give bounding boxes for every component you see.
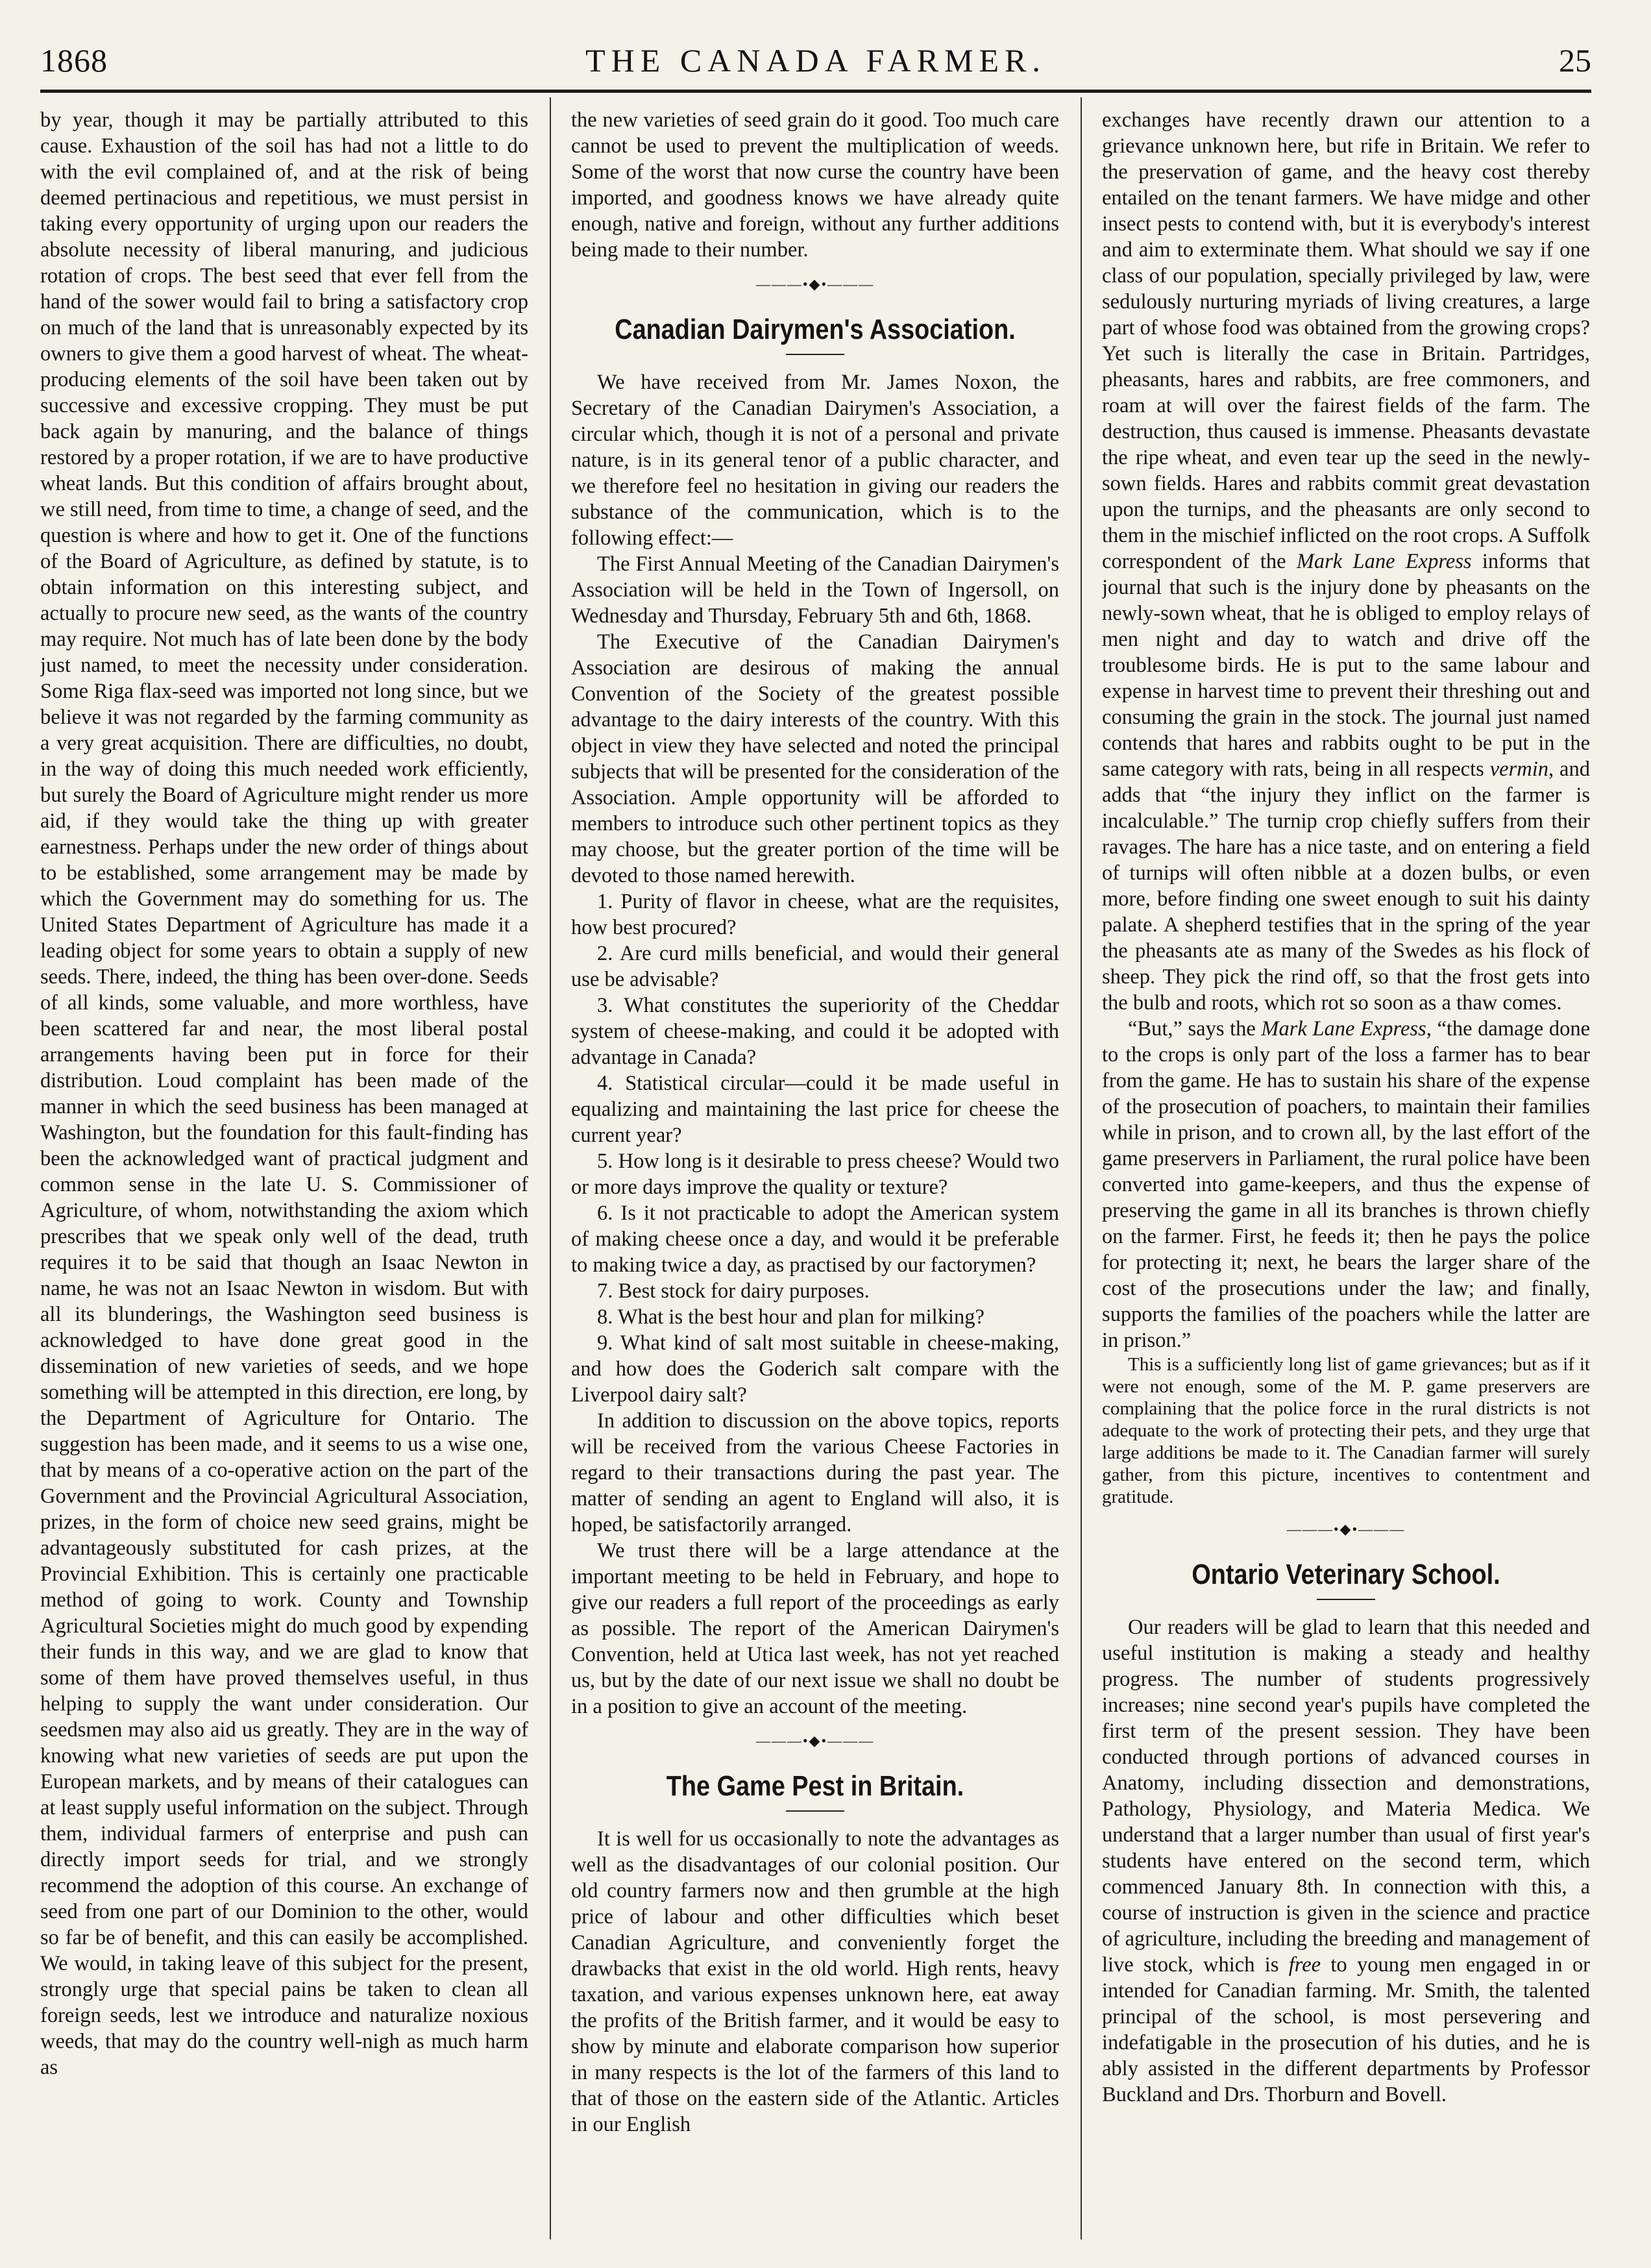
dairy-question: 9. What kind of salt most suitable in cheese-making, and how does the Goderich salt compare with the Liverpool dairy salt? [571,1331,1059,1407]
dairy-question: 3. What constitutes the superiority of the Cheddar system of cheese-making, and could it be adopted with advantage in Canada? [571,994,1059,1069]
dairy-heading: Canadian Dairymen's Association. [615,314,1016,345]
game-quote [1102,1016,1590,1353]
dairy-paragraph: The First Annual Meeting of the Canadian Dairymen's Association will be held in the Town of Ingersoll, on Wednesday and Thursday, February 5th and 6th, 1868. [571,552,1059,628]
text-run: “But,” says the [1128,1017,1262,1041]
emphasis-word: free [1288,1953,1321,1977]
dairy-question: 2. Are curd mills beneficial, and would their general use be advisable? [571,942,1059,991]
emphasis-word: vermin [1489,758,1548,781]
heading-rule [786,354,844,355]
dairy-question: 8. What is the best hour and plan for milking? [597,1305,984,1329]
game-heading: The Game Pest in Britain. [666,1770,964,1802]
vet-paragraph [1102,1614,1590,2108]
dairy-paragraph: The Executive of the Canadian Dairymen's Association are desirous of making the annual Convention of the Society of the greatest possible advantage to the dairy interests of the country. With this object in view they have selected and noted the principal subjects that will be presented for the consideration of the Association. Ample opportunity will be afforded to members to introduce such other pertinent topics as they may choose, but the greater portion of the time will be devoted to those named herewith. [571,630,1059,887]
text-run: to young men engaged in or intended for Canadian farming. Mr. Smith, the talented principal of the school, is most persevering and indefatigable in the prosecution of his duties, and he is ably assisted in the different departments by Professor Buckland and Drs. Thorburn and Bovell. [1102,1953,1590,2106]
text-run: exchanges have recently drawn our attention to a grievance unknown here, but rife in Britain. We refer to the preservation of game, and the heavy cost thereby entailed on the tenant farmers. We have midge and other insect pests to contend with, but it is everybody's interest and aim to exterminate them. What should we say if one class of our population, specially privileged by law, were sedulously nurturing myriads of living creatures, a large part of whose food was obtained from the growing crops? Yet such is literally the case in Britain. Partridges, pheasants, hares and rabbits, are free commoners, and roam at will over the fairest fields of the farm. The destruction, thus caused is immense. Pheasants devastate the ripe wheat, and even tear up the seed in the newly-sown fields. Hares and rabbits commit great devastation upon the turnips, and the pheasants are only second to them in the mischief inflicted on the root crops. A Suffolk correspondent of the [1102,108,1590,573]
dairy-question: 5. How long is it desirable to press cheese? Would two or more days improve the quality or texture? [571,1150,1059,1199]
heading-rule [1317,1599,1375,1600]
column-rule-2 [1081,97,1082,2239]
text-run: , “the damage done to the crops is only part of the loss a farmer has to bear from the game. He has to sustain his share of the expense of the prosecution of poachers, to maintain their families while in prison, and to crown all, by the last effort of the game preservers in Parliament, the rural police have been converted into game-keepers, and thus the expense of preserving the game in all its branches is thrown chiefly on the farmer. First, he feeds it; then he pays the police for protecting it; next, he bears the larger share of the cost of the prosecutions under the law; and finally, supports the families of the poachers while the latter are in prison.” [1102,1017,1590,1352]
publication-name: Mark Lane Express [1296,550,1472,573]
heading-rule [786,1810,844,1812]
dairy-paragraph: We trust there will be a large attendance at the important meeting to be held in February, and hope to give our readers a full report of the proceedings as early as possible. The report of the American Dairymen's Convention, held at Utica last week, has not yet reached us, but by the date of our next issue we shall no doubt be in a position to give an account of the meeting. [571,1539,1059,1718]
seed-article-text: by year, though it may be partially attributed to this cause. Exhaustion of the soil has had not a little to do with the evil complained of, and at the risk of being deemed pertinacious and repetitious, we must persist in taking every opportunity of urging upon our readers the absolute necessity of liberal manuring, and judicious rotation of crops. The best seed that ever fell from the hand of the sower would fail to bring a satisfactory crop on much of the land that is unreasonably expected by its owners to give them a good harvest of wheat. The wheat-producing elements of the soil have been taken out by successive and excessive cropping. They must be put back again by manuring, and the balance of things restored by a proper rotation, if we are to have productive wheat lands. But this condition of affairs brought about, we still need, from time to time, a change of seed, and the question is where and how to get it. One of the functions of the Board of Agriculture, as defined by statute, is to obtain information on this interesting subject, and actually to procure new seed, as the wants of the country may require. Not much has of late been done by the body just named, to meet the necessity under consideration. Some Riga flax-seed was imported not long since, but we believe it was not regarded by the farming community as a very great acquisition. There are difficulties, no doubt, in the way of doing this much needed work efficiently, but surely the Board of Agriculture might render us more aid, if they would take the thing up with greater earnestness. Perhaps under the new order of things about to be established, some arrangement may be made by which the Government may do something for us. The United States Department of Agriculture has made it a leading object for some years to obtain a supply of new seeds. There, indeed, the thing has been over-done. Seeds of all kinds, some valuable, and more worthless, have been scattered far and near, the most liberal postal arrangements having been put in force for their distribution. Loud complaint has been made of the manner in which the seed business has been managed at Washington, but the foundation for this fault-finding has been the acknowledged want of practical judgment and common sense in the late U. S. Commissioner of Agriculture, of whom, notwithstanding the axiom which prescribes that we speak only well of the dead, truth requires it to be said that though an Isaac Newton in name, he was not an Isaac Newton in wisdom. But with all its blunderings, the Washington seed business is acknowledged to have done great good in the dissemination of new varieties of seeds, and we hope something will be attempted in this direction, ere long, by the Department of Agriculture for Ontario. The suggestion has been made, and it seems to us a wise one, that by means of a co-operative action on the part of the Government and the Provincial Agricultural Association, prizes, in the form of choice new seed grains, might be advantageously substituted for cash prizes, at the Provincial Exhibition. This is certainly one practicable method of going to work. County and Township Agricultural Societies might do much good by expending their funds in this way, and we are glad to know that some of them have proved themselves useful, in thus helping to supply the want under consideration. Our seedsmen may also aid us greatly. They are in the way of knowing what new varieties of seeds are put upon the European markets, and by means of their catalogues can at least supply useful information on the subject. Through them, individual farmers of enterprise and push can directly import seeds for trial, and we strongly recommend the adoption of this course. An exchange of seed from one part of our Dominion to the other, would so far be of benefit, and this can easily be accomplished. We would, in taking leave of this subject for the present, strongly urge that special pains be taken to clean all foreign seeds, lest we introduce and naturalize noxious weeds, that may do the country well-nigh as much harm as [40,108,528,2079]
column-1 [40,107,528,2243]
dairy-paragraph: In addition to discussion on the above topics, reports will be received from the various Cheese Factories in regard to their transactions during the past year. The matter of sending an agent to England will also, it is hoped, be satisfactorily arranged. [571,1409,1059,1536]
page-number: 25 [1559,42,1591,79]
masthead-rule [40,90,1591,93]
dairy-question: 1. Purity of flavor in cheese, what are the requisites, how best procured? [571,890,1059,939]
publication-name: Mark Lane Express [1261,1017,1426,1041]
section-ornament: ———•◆•——— [755,1732,875,1749]
text-run: Our readers will be glad to learn that this needed and useful institution is making a steady and healthy progress. The number of students progressively increases; nine second year's pupils have completed the first term of the present session. They have been conducted through portions of advanced courses in Anatomy, including dissection and demonstrations, Pathology, Physiology, and Materia Medica. We understand that a larger number than usual of first year's students have entered on the second term, which commenced January 8th. In connection with this, a course of instruction is given in the science and practice of agriculture, including the breeding and management of live stock, which is [1102,1616,1590,1977]
dairy-paragraph: We have received from Mr. James Noxon, the Secretary of the Canadian Dairymen's Association, a circular which, though it is not of a personal and private nature, is in its general tenor of a public character, and we therefore feel no hesitation in giving our readers the substance of the communication, which is to the following effect:— [571,371,1059,550]
dairy-question: 4. Statistical circular—could it be made useful in equalizing and maintaining the last price for cheese the current year? [571,1072,1059,1147]
column-3 [1102,107,1590,2243]
column-rule-1 [550,97,551,2239]
masthead-title: THE CANADA FARMER. [585,42,1046,79]
vet-heading: Ontario Veterinary School. [1192,1559,1500,1590]
masthead-year: 1868 [40,42,108,79]
dairy-question: 6. Is it not practicable to adopt the American system of making cheese once a day, and would it be preferable to making twice a day, as practised by our factorymen? [571,1202,1059,1277]
seed-article-continuation: the new varieties of seed grain do it good. Too much care cannot be used to prevent the multiplication of weeds. Some of the worst that now curse the country have been imported, and goodness knows we have already quite enough, native and foreign, without any further additions being made to their number. [571,108,1059,262]
masthead [40,38,1591,83]
dairy-question: 7. Best stock for dairy purposes. [597,1279,870,1303]
game-paragraph [1102,107,1590,1016]
section-ornament: ———•◆•——— [1286,1521,1406,1537]
game-paragraph: It is well for us occasionally to note the advantages as well as the disadvantages of our colonial position. Our old country farmers now and then grumble at the high price of labour and other difficulties which beset Canadian Agriculture, and conveniently forget the drawbacks that exist in the old world. High rents, heavy taxation, and various expenses unknown here, eat away the profits of the British farmer, and it would be easy to show by minute and elaborate comparison how superior in many respects is the lot of the farmers of this land to that of those on the eastern side of the Atlantic. Articles in our English [571,1827,1059,2136]
column-2 [571,107,1059,2243]
game-conclusion: This is a sufficiently long list of game grievances; but as if it were not enough, some of the M. P. game preservers are complaining that the police force in the rural districts is not adequate to the work of protecting their pets, and they urge that large additions be made to it. The Canadian farmer will surely gather, from this picture, incentives to contentment and gratitude. [1102,1354,1590,1507]
section-ornament: ———•◆•——— [755,276,875,292]
text-run: informs that journal that such is the injury done by pheasants on the newly-sown wheat, that he is obliged to employ relays of men night and day to watch and drive off the troublesome birds. He is put to the same labour and expense in harvest time to prevent their threshing out and consuming the grain in the stock. The journal just named contends that hares and rabbits ought to be put in the same category with rats, being in all respects [1102,550,1590,781]
text-run: , and adds that “the injury they inflict on the farmer is incalculable.” The turnip crop chiefly suffers from their ravages. The hare has a nice taste, and on entering a field of turnips will often nibble at a dozen bulbs, or even more, before finding one sweet enough to suit his dainty palate. A shepherd testifies that in the spring of the year the pheasants ate as many of the Swedes as his flock of sheep. They pick the rind off, so that the frost gets into the bulb and roots, which rot so soon as a thaw comes. [1102,758,1590,1015]
